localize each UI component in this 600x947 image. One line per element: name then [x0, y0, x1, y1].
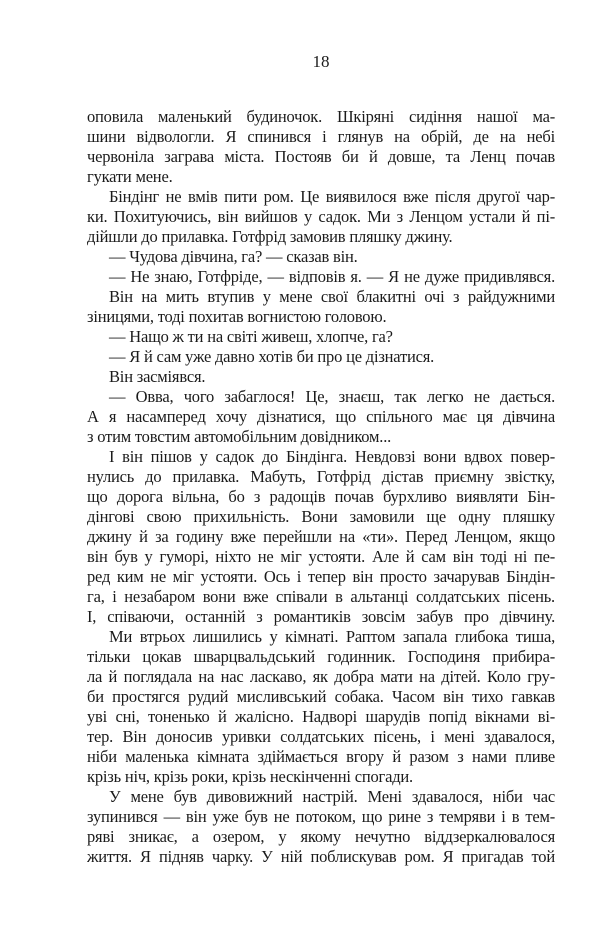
text-line: Він на мить втупив у мене свої блакитні очі з райдужними: [109, 287, 555, 306]
text-line: шини відвологли. Я спинився і глянув на обрій, де на небі: [87, 127, 555, 146]
text-line: Біндінг не вмів пити ром. Це виявилося вже після другої чар-: [109, 187, 555, 206]
text-line: — Нащо ж ти на світі живеш, хлопче, га?: [109, 327, 393, 346]
text-line: дінгові свою прихильність. Вони замовили ще одну пляшку: [87, 507, 555, 526]
text-line: Ми втрьох лишились у кімнаті. Раптом запала глибока тиша,: [109, 627, 555, 646]
text-line: А я насамперед хочу дізнатися, що спільного має ця дівчина: [87, 407, 555, 426]
text-line: У мене був дивовижний настрій. Мені здавалося, ніби час: [109, 787, 555, 806]
text-line: гукати мене.: [87, 167, 173, 186]
page-number: 18: [312, 52, 330, 71]
text-line: зупинився — він уже був не потоком, що рине з темряви і в тем-: [87, 807, 555, 826]
text-line: нулись до прилавка. Мабуть, Готфрід дістав приємну звістку,: [87, 467, 555, 486]
text-line: ряві зникає, а озером, у якому нечутно віддзеркалювалося: [87, 827, 555, 846]
text-line: І, співаючи, останній з романтиків зовсім забув про дівчину.: [87, 607, 555, 626]
text-line: що дорога вільна, бо з радощів почав бурхливо виявляти Бін-: [87, 487, 555, 506]
text-line: життя. Я підняв чарку. У ній поблискував ром. Я пригадав той: [87, 847, 555, 866]
text-line: — Овва, чого забаглося! Це, знаєш, так легко не дається.: [109, 387, 555, 406]
text-line: Він засміявся.: [109, 367, 206, 386]
text-line: з отим товстим автомобільним довідником...: [87, 427, 392, 446]
text-line: — Я й сам уже давно хотів би про це дізнатися.: [109, 347, 435, 366]
text-line: ки. Похитуючись, він вийшов у садок. Ми з Ленцом устали й пі-: [87, 207, 555, 226]
text-line: уві сні, тоненько й жалісно. Надворі шарудів попід вікнами ві-: [87, 707, 555, 726]
text-line: тільки цокав шварцвальдський годинник. Господиня прибира-: [87, 647, 555, 666]
text-line: ла й поглядала на нас ласкаво, як добра мати на дітей. Коло гру-: [87, 667, 555, 686]
text-line: ред ким не міг устояти. Ось і тепер він просто зачарував Біндін-: [87, 567, 555, 586]
text-line: червоніла заграва міста. Постояв би й довше, та Ленц почав: [87, 147, 555, 166]
text-block: [87, 107, 555, 867]
text-line: крізь ніч, крізь роки, крізь нескінченні спогади.: [87, 767, 413, 786]
text-line: дійшли до прилавка. Готфрід замовив пляшку джину.: [87, 227, 453, 246]
text-line: би простягся рудий мисливський собака. Часом він тихо гавкав: [87, 687, 555, 706]
text-line: ніби маленька кімната здіймається вгору й разом з нами пливе: [87, 747, 555, 766]
text-line: — Чудова дівчина, га? — сказав він.: [109, 247, 358, 266]
text-line: джину й за годину вже перейшли на «ти». Перед Ленцом, якщо: [87, 527, 555, 546]
text-line: — Не знаю, Готфріде, — відповів я. — Я не дуже придивлявся.: [109, 267, 555, 286]
text-line: він був у гуморі, ніхто не міг устояти. Але й сам він тоді ні пе-: [87, 547, 555, 566]
text-line: тер. Він доносив уривки солдатських пісень, і мені здавалося,: [87, 727, 555, 746]
text-line: оповила маленький будиночок. Шкіряні сидіння нашої ма-: [87, 107, 555, 126]
text-line: І він пішов у садок до Біндінга. Невдовзі вони вдвох повер-: [109, 447, 555, 466]
text-line: зіницями, тоді похитав вогнистою головою.: [87, 307, 387, 326]
text-line: га, і незабаром вони вже співали в альтанці солдатських пісень.: [87, 587, 555, 606]
